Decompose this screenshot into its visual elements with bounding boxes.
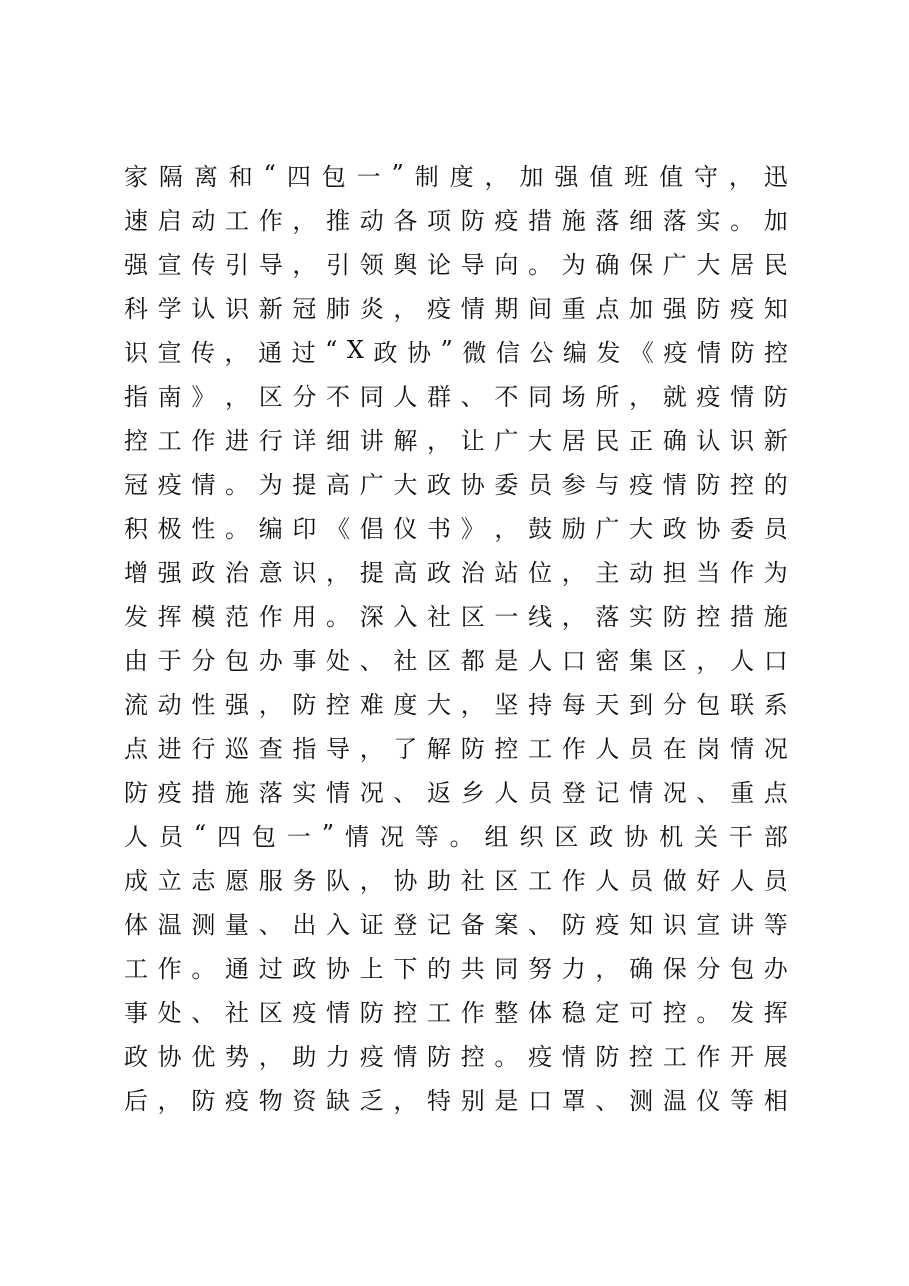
- text-line: 由 于 分 包 办 事 处 、 社 区 都 是 人 口 密 集 区 ， 人 口: [124, 646, 788, 675]
- text-line: 工 作 。 通 过 政 协 上 下 的 共 同 努 力 ， 确 保 分 包 办: [124, 954, 788, 983]
- text-line: 科 学 认 识 新 冠 肺 炎 ， 疫 情 期 间 重 点 加 强 防 疫 知: [124, 294, 788, 323]
- text-line: 家 隔 离 和 “ 四 包 一 ” 制 度 ， 加 强 值 班 值 守 ， 迅: [124, 160, 788, 191]
- text-line: 增 强 政 治 意 识 ， 提 高 政 治 站 位 ， 主 动 担 当 作 为: [124, 558, 788, 587]
- text-line: 发 挥 模 范 作 用 。 深 入 社 区 一 线 ， 落 实 防 控 措 施: [124, 602, 788, 631]
- text-line: 指 南 》 ， 区 分 不 同 人 群 、 不 同 场 所 ， 就 疫 情 防: [124, 382, 788, 411]
- text-line: 强 宣 传 引 导 ， 引 领 舆 论 导 向 。 为 确 保 广 大 居 民: [124, 250, 788, 279]
- text-line: 识 宣 传 ， 通 过 “ X 政 协 ” 微 信 公 编 发 《 疫 情 防 控: [124, 336, 788, 367]
- text-line: 控 工 作 进 行 详 细 讲 解 ， 让 广 大 居 民 正 确 认 识 新: [124, 426, 788, 455]
- text-line: 体 温 测 量 、 出 入 证 登 记 备 案 、 防 疫 知 识 宣 讲 等: [124, 910, 788, 939]
- text-line: 政 协 优 势 ， 助 力 疫 情 防 控 。 疫 情 防 控 工 作 开 展: [124, 1042, 788, 1071]
- text-line: 后 ， 防 疫 物 资 缺 乏 ， 特 别 是 口 罩 、 测 温 仪 等 相: [124, 1086, 788, 1115]
- text-line: 防 疫 措 施 落 实 情 况 、 返 乡 人 员 登 记 情 况 、 重 点: [124, 778, 788, 807]
- text-line: 点 进 行 巡 查 指 导 ， 了 解 防 控 工 作 人 员 在 岗 情 况: [124, 734, 788, 763]
- text-line: 积 极 性 。 编 印 《 倡 仪 书 》 ， 鼓 励 广 大 政 协 委 员: [124, 514, 788, 543]
- text-line: 事 处 、 社 区 疫 情 防 控 工 作 整 体 稳 定 可 控 。 发 挥: [124, 998, 788, 1027]
- body-text: [124, 152, 788, 1120]
- text-line: 成 立 志 愿 服 务 队 ， 协 助 社 区 工 作 人 员 做 好 人 员: [124, 866, 788, 895]
- text-line: 人 员 “ 四 包 一 ” 情 况 等 。 组 织 区 政 协 机 关 干 部: [124, 820, 788, 851]
- text-line: 速 启 动 工 作 ， 推 动 各 项 防 疫 措 施 落 细 落 实 。 加: [124, 206, 788, 235]
- text-line: 冠 疫 情 。 为 提 高 广 大 政 协 委 员 参 与 疫 情 防 控 的: [124, 470, 788, 499]
- text-line: 流 动 性 强 ， 防 控 难 度 大 ， 坚 持 每 天 到 分 包 联 系: [124, 690, 788, 719]
